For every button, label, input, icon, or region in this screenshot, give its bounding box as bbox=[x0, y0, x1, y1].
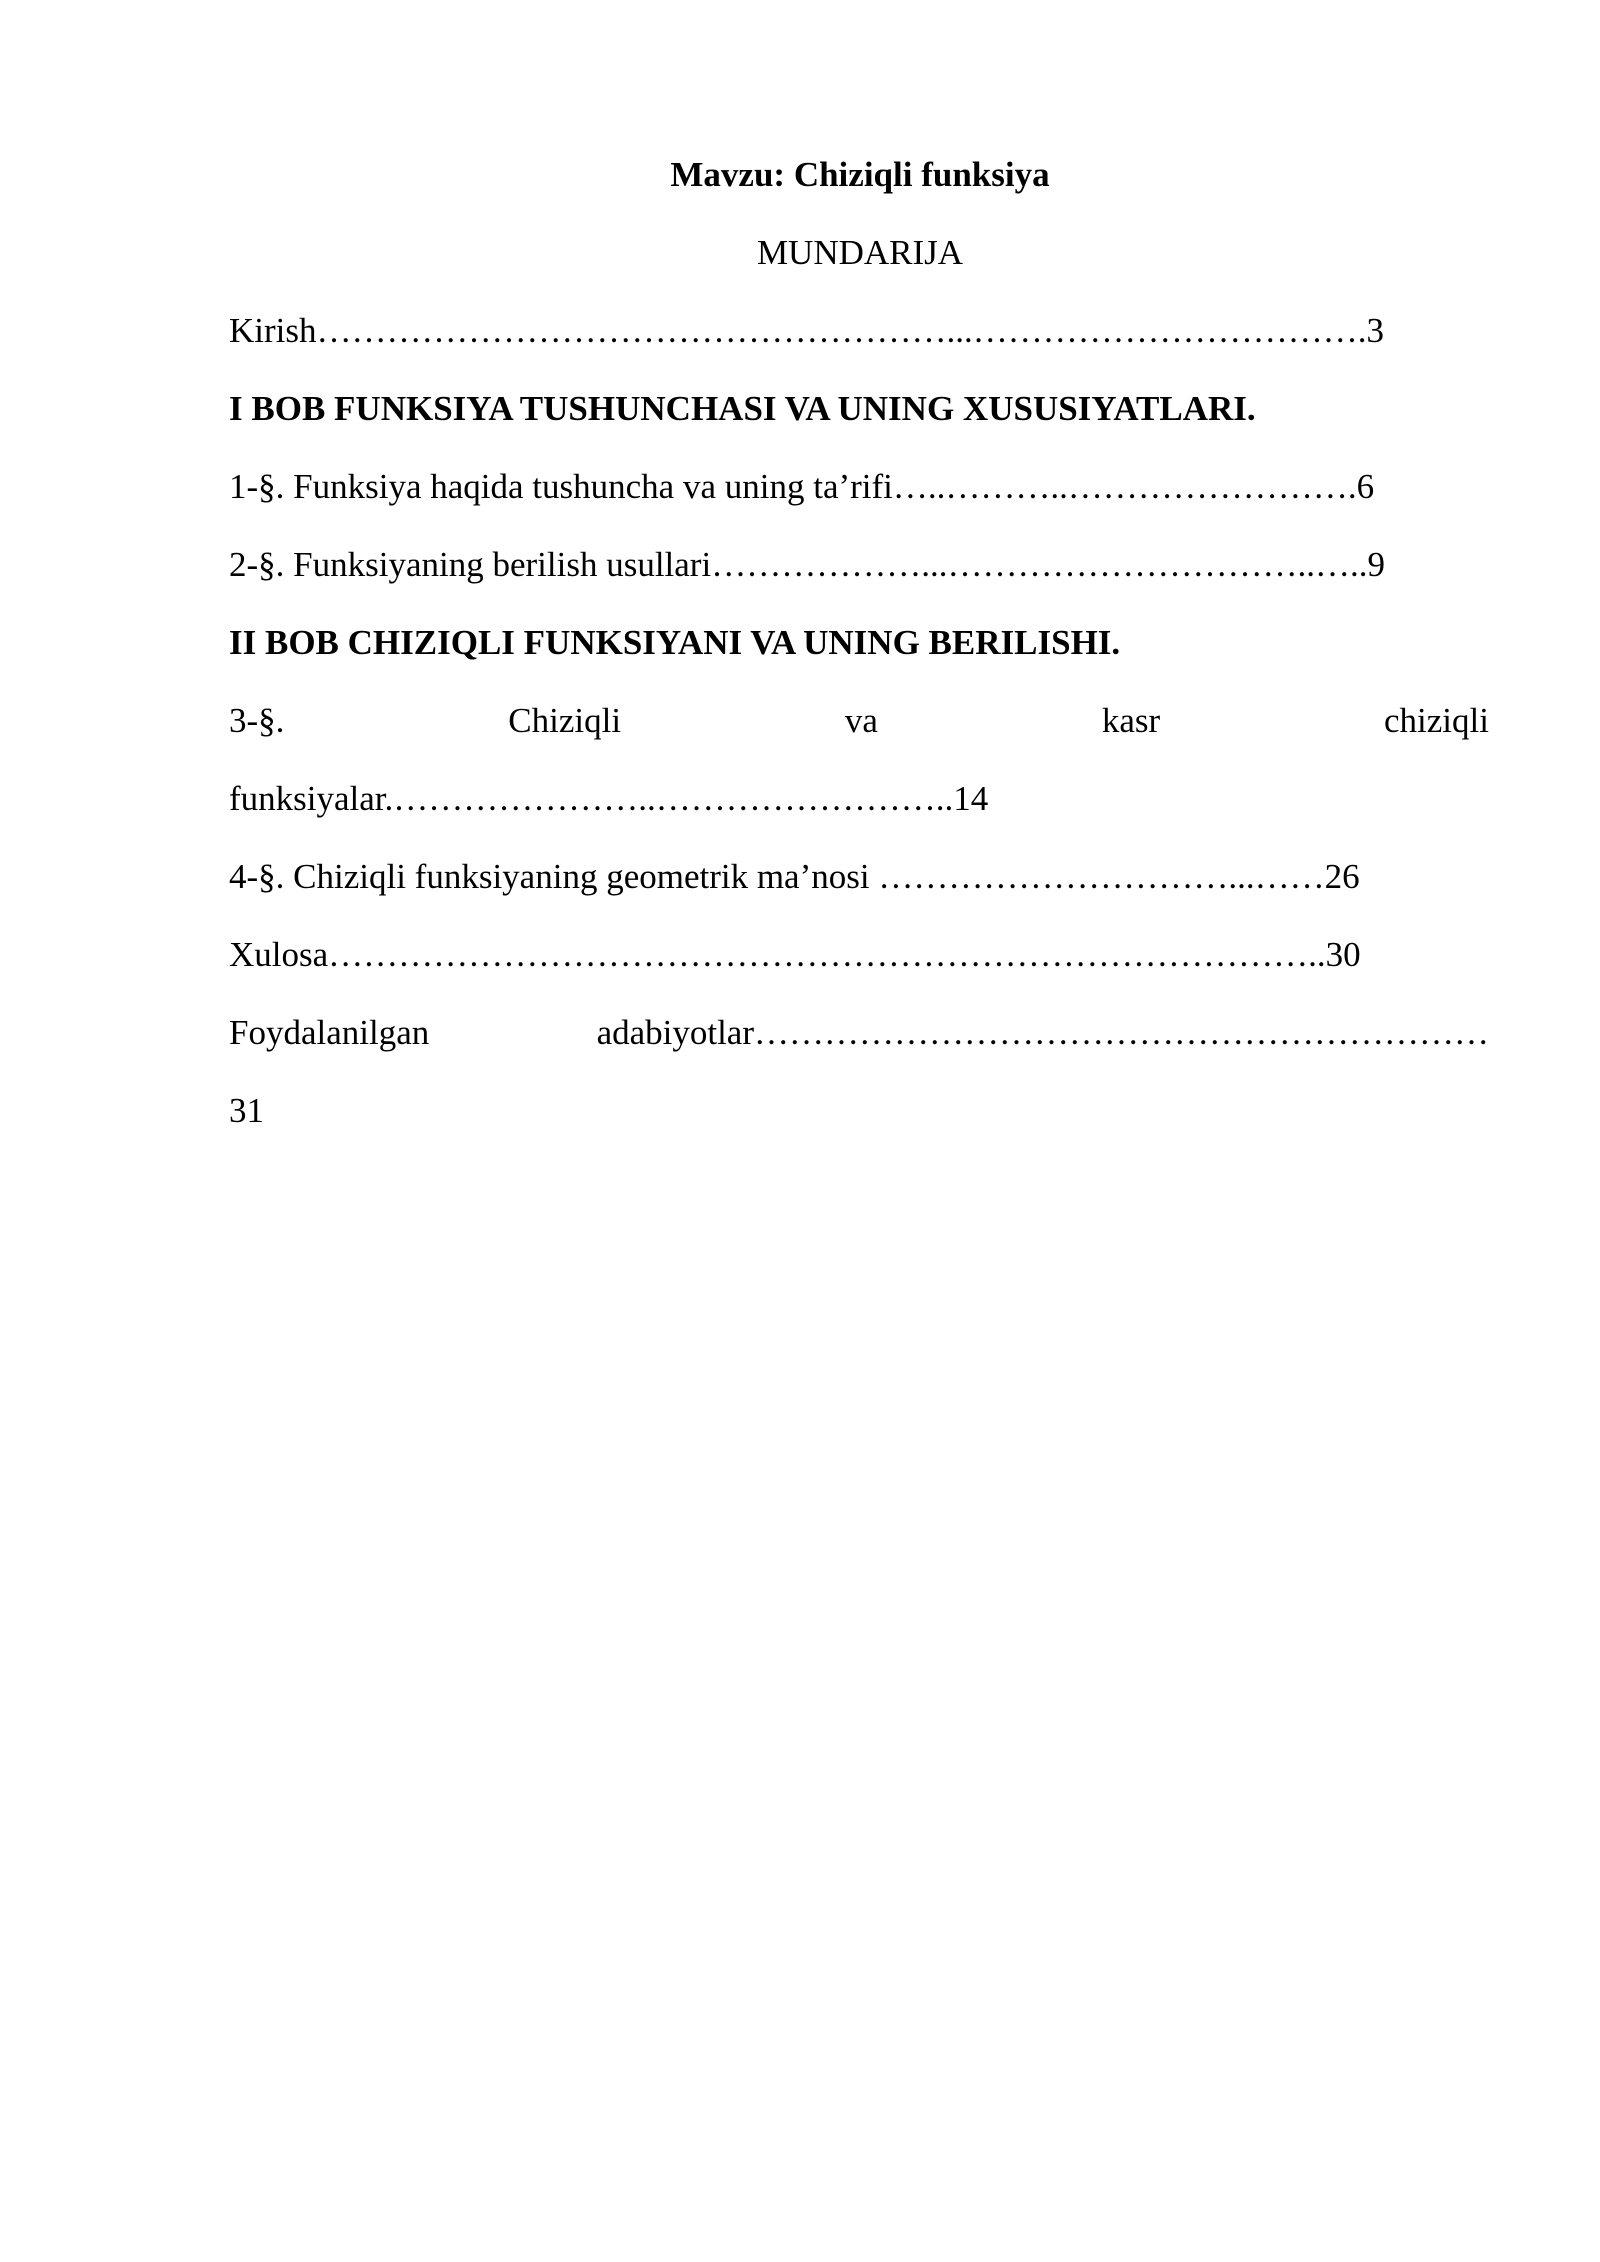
toc-entry-intro: Kirish………………………………………………...…………………………….3 bbox=[229, 311, 1384, 350]
toc-section-3-word: va bbox=[844, 701, 878, 740]
toc-entry-conclusion: Xulosa…………………………………………………………………………..30 bbox=[229, 935, 1361, 974]
toc-heading: MUNDARIJA bbox=[756, 233, 964, 272]
toc-section-3-word: 3-§. bbox=[229, 701, 285, 740]
toc-chapter-1: I BOB FUNKSIYA TUSHUNCHASI VA UNING XUSUSIYATLARI. bbox=[229, 389, 1256, 428]
toc-entry-section-3-continued: funksiyalar.…………………..……………………..14 bbox=[229, 779, 989, 818]
document-title: Mavzu: Chiziqli funksiya bbox=[670, 155, 1050, 194]
toc-references-word: Foydalanilgan bbox=[229, 1013, 430, 1052]
toc-entry-section-4: 4-§. Chiziqli funksiyaning geometrik ma’nosi …………………………...……26 bbox=[229, 857, 1360, 896]
toc-section-3-word: Chiziqli bbox=[508, 701, 622, 740]
toc-entry-section-1: 1-§. Funksiya haqida tushuncha va uning ta’rifi…..………..…………………….6 bbox=[229, 467, 1375, 506]
toc-references-page: 31 bbox=[229, 1091, 264, 1130]
toc-references-word: adabiyotlar……………………………………………………… bbox=[596, 1013, 1489, 1052]
toc-section-3-word: kasr bbox=[1101, 701, 1161, 740]
toc-chapter-2: II BOB CHIZIQLI FUNKSIYANI VA UNING BERILISHI. bbox=[229, 623, 1121, 662]
toc-section-3-word: chiziqli bbox=[1383, 701, 1489, 740]
toc-entry-references bbox=[229, 994, 1489, 1072]
toc-entry-section-2: 2-§. Funksiyaning berilish usullari………………...…………………………..…..9 bbox=[229, 545, 1385, 584]
toc-entry-section-3 bbox=[229, 682, 1489, 760]
